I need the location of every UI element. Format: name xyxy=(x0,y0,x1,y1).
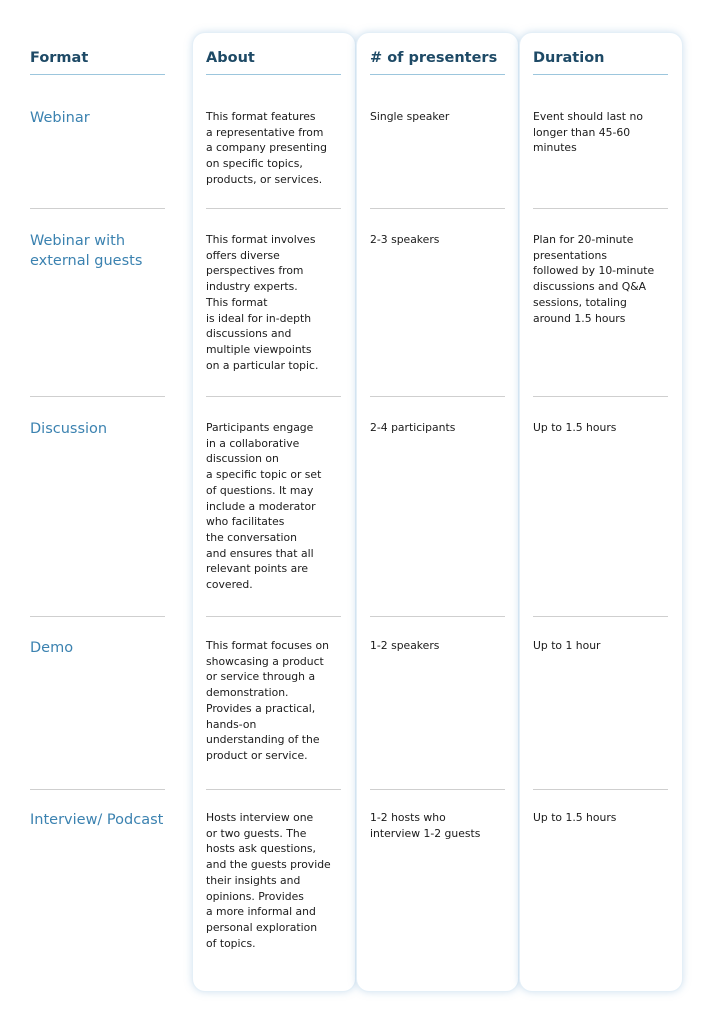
presenters-text-line: Single speaker xyxy=(370,110,450,123)
about-text-line: This format xyxy=(206,295,268,309)
format-label-discussion xyxy=(30,420,180,440)
about-text-line: hands-on xyxy=(206,717,257,731)
duration-cell-webinar xyxy=(533,109,643,156)
about-text-line: This format involves xyxy=(206,233,316,246)
format-label-line: Demo xyxy=(30,640,74,656)
about-cell-webinar xyxy=(206,109,327,188)
duration-text-line: presentations xyxy=(533,248,607,262)
about-text-line: hosts ask questions, xyxy=(206,842,316,856)
presenters-cell-webinar xyxy=(370,109,449,125)
row-separator xyxy=(206,208,341,209)
about-text-line: a representative from xyxy=(206,125,324,139)
about-text-line: include a moderator xyxy=(206,499,316,513)
duration-text-line: Plan for 20-minute xyxy=(533,233,634,246)
row-separator xyxy=(206,616,341,617)
about-text-line: on a particular topic. xyxy=(206,358,319,372)
about-text-line: products, or services. xyxy=(206,172,323,186)
header-format: Format xyxy=(30,50,89,66)
about-cell-discussion xyxy=(206,420,321,593)
format-label-line: Interview/ xyxy=(30,812,103,828)
duration-cell-discussion xyxy=(533,420,616,436)
about-text-line: understanding of the xyxy=(206,733,320,747)
duration-text-line: longer than 45-60 xyxy=(533,125,631,139)
about-cell-demo xyxy=(206,638,329,764)
presenters-text-line: 1-2 speakers xyxy=(370,639,440,652)
format-label-interview-podcast xyxy=(30,811,180,831)
row-separator xyxy=(206,789,341,790)
about-text-line: of questions. It may xyxy=(206,483,314,497)
duration-text-line: Event should last no xyxy=(533,110,643,123)
duration-cell-webinar-external-guests xyxy=(533,232,654,326)
about-text-line: a more informal and xyxy=(206,905,316,919)
presenters-text-line: 2-4 participants xyxy=(370,421,456,434)
row-separator xyxy=(370,396,505,397)
row-separator xyxy=(30,396,165,397)
row-separator xyxy=(370,208,505,209)
about-text-line: and the guests provide xyxy=(206,858,331,872)
presenters-cell-demo xyxy=(370,638,439,654)
about-text-line: perspectives from xyxy=(206,264,304,278)
header-about: About xyxy=(206,50,255,66)
about-text-line: showcasing a product xyxy=(206,654,324,668)
about-text-line: Provides a practical, xyxy=(206,701,316,715)
duration-cell-demo xyxy=(533,638,601,654)
header-rule-format xyxy=(30,74,165,75)
about-text-line: who facilitates xyxy=(206,515,285,529)
about-text-line: opinions. Provides xyxy=(206,889,304,903)
duration-text-line: followed by 10-minute xyxy=(533,264,655,278)
format-label-line: external guests xyxy=(30,252,143,269)
about-text-line: on specific topics, xyxy=(206,157,303,171)
duration-text-line: sessions, totaling xyxy=(533,295,627,309)
about-cell-interview-podcast xyxy=(206,810,331,951)
duration-cell-interview-podcast xyxy=(533,810,616,826)
about-text-line: demonstration. xyxy=(206,686,289,700)
about-text-line: a specific topic or set xyxy=(206,468,322,482)
about-text-line: the conversation xyxy=(206,530,297,544)
header-duration: Duration xyxy=(533,50,605,66)
format-label-webinar-external-guests xyxy=(30,232,180,271)
about-text-line: This format features xyxy=(206,110,316,123)
about-text-line: personal exploration xyxy=(206,920,318,934)
format-label-line: Podcast xyxy=(106,812,164,828)
about-text-line: industry experts. xyxy=(206,280,298,294)
about-text-line: covered. xyxy=(206,578,253,592)
duration-text-line: around 1.5 hours xyxy=(533,311,626,325)
header-rule-presenters xyxy=(370,74,505,75)
format-label-line: Discussion xyxy=(30,421,108,437)
about-text-line: multiple viewpoints xyxy=(206,342,312,356)
duration-text-line: discussions and Q&A xyxy=(533,280,647,294)
about-text-line: product or service. xyxy=(206,748,308,762)
about-text-line: a company presenting xyxy=(206,141,327,155)
presenters-text-line: interview 1-2 guests xyxy=(370,826,481,840)
row-separator xyxy=(370,616,505,617)
about-cell-webinar-external-guests xyxy=(206,232,318,373)
duration-text-line: Up to 1.5 hours xyxy=(533,421,617,434)
row-separator xyxy=(30,616,165,617)
about-text-line: their insights and xyxy=(206,873,301,887)
about-text-line: Participants engage xyxy=(206,421,314,434)
about-text-line: in a collaborative xyxy=(206,436,300,450)
header-rule-duration xyxy=(533,74,668,75)
presenters-cell-discussion xyxy=(370,420,455,436)
duration-text-line: minutes xyxy=(533,141,577,155)
format-label-line: Webinar xyxy=(30,110,90,126)
row-separator xyxy=(533,789,668,790)
presenters-text-line: 2-3 speakers xyxy=(370,233,440,246)
about-text-line: relevant points are xyxy=(206,562,309,576)
presenters-cell-interview-podcast xyxy=(370,810,480,841)
about-text-line: or two guests. The xyxy=(206,826,307,840)
presenters-text-line: 1-2 hosts who xyxy=(370,811,446,824)
row-separator xyxy=(533,208,668,209)
about-text-line: discussion on xyxy=(206,452,279,466)
format-label-webinar xyxy=(30,109,180,129)
about-text-line: offers diverse xyxy=(206,248,280,262)
about-text-line: of topics. xyxy=(206,936,256,950)
row-separator xyxy=(206,396,341,397)
row-separator xyxy=(30,789,165,790)
about-text-line: This format focuses on xyxy=(206,639,329,652)
row-separator xyxy=(370,789,505,790)
about-text-line: Hosts interview one xyxy=(206,811,314,824)
about-text-line: or service through a xyxy=(206,670,316,684)
header-presenters: # of presenters xyxy=(370,50,498,66)
presenters-cell-webinar-external-guests xyxy=(370,232,439,248)
duration-column-card xyxy=(520,33,682,991)
row-separator xyxy=(533,396,668,397)
format-label-demo xyxy=(30,639,180,659)
row-separator xyxy=(533,616,668,617)
format-label-line: Webinar with xyxy=(30,233,126,249)
presenters-column-card xyxy=(357,33,518,991)
about-text-line: and ensures that all xyxy=(206,546,314,560)
about-text-line: discussions and xyxy=(206,327,292,341)
row-separator xyxy=(30,208,165,209)
duration-text-line: Up to 1.5 hours xyxy=(533,811,617,824)
header-rule-about xyxy=(206,74,341,75)
duration-text-line: Up to 1 hour xyxy=(533,639,601,652)
about-text-line: is ideal for in-depth xyxy=(206,311,312,325)
